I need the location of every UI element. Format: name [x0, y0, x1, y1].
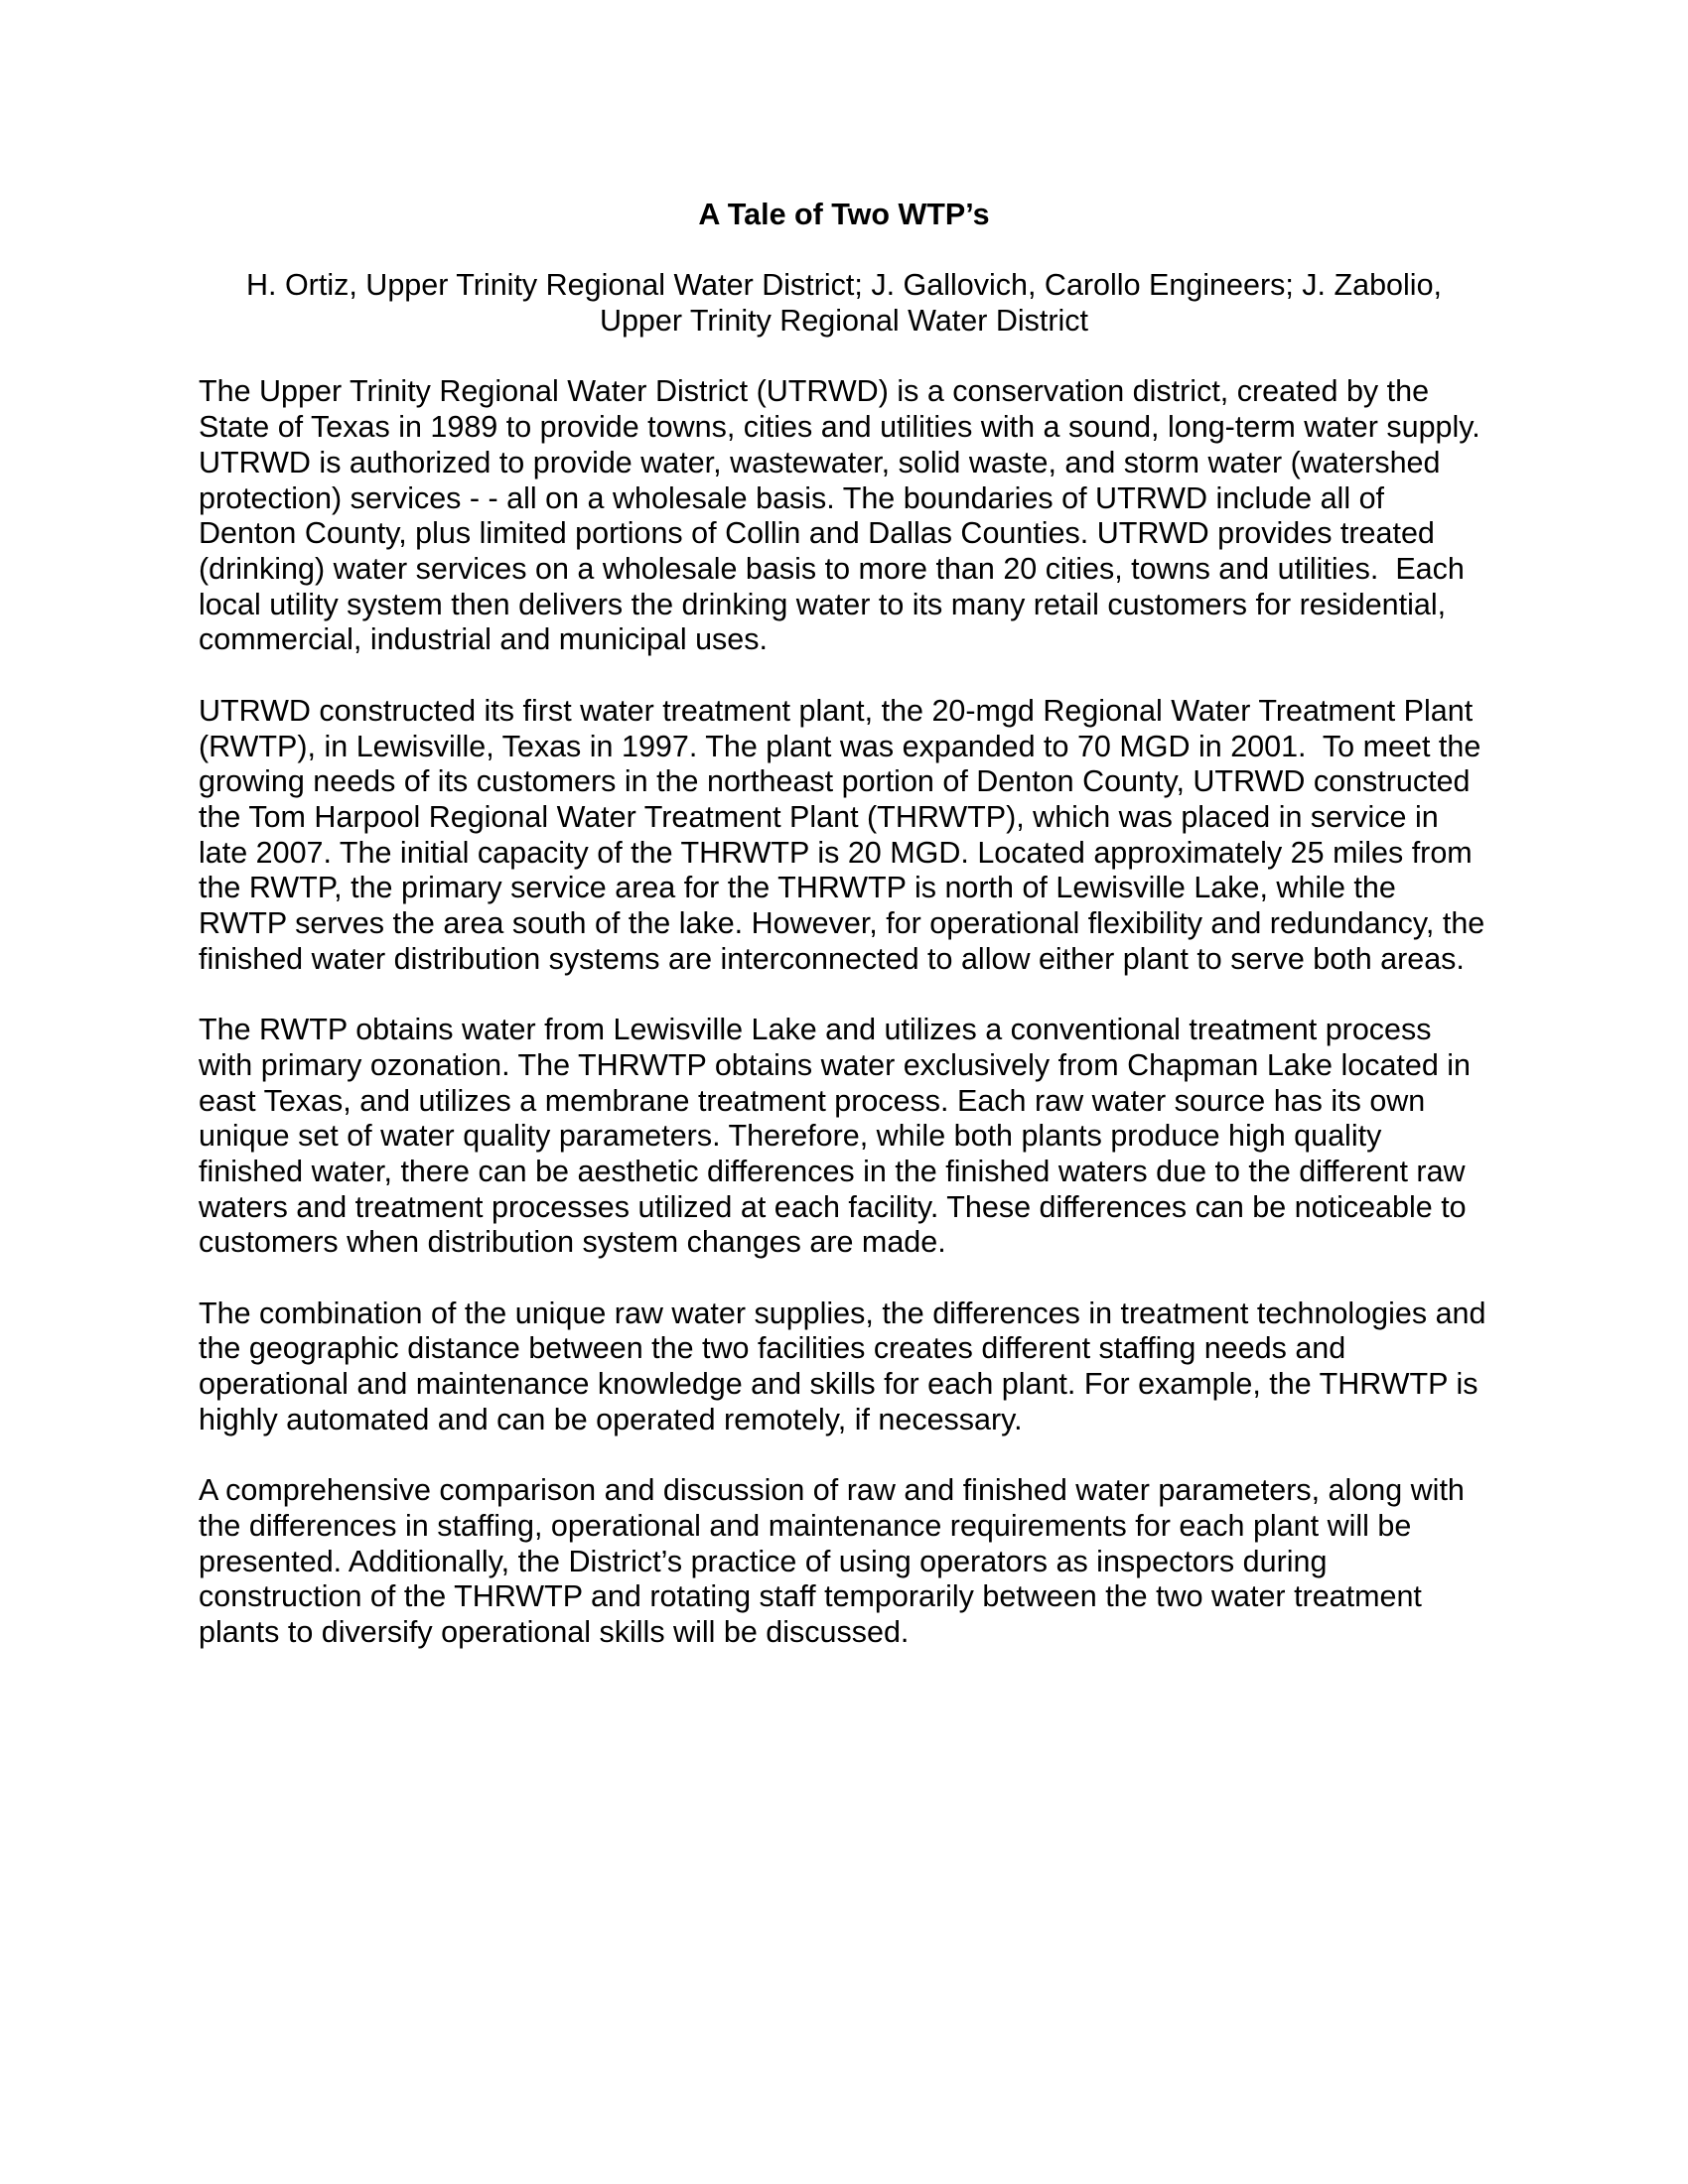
paragraph: The Upper Trinity Regional Water District (UTRWD) is a conservation district, created by the State of Texas in 1989 to provide towns, cities and utilities with a sound, long-term water supply. UTRWD is authorized to provide water, wastewater, solid waste, and storm water (watershed protection) services - - all on a wholesale basis. The boundaries of UTRWD include all of Denton County, plus limited portions of Collin and Dallas Counties. UTRWD provides treated (drinking) water services on a wholesale basis to more than 20 cities, towns and utilities. Each local utility system then delivers the drinking water to its many retail customers for residential, commercial, industrial and municipal uses. [199, 374, 1489, 657]
paragraph: UTRWD constructed its first water treatment plant, the 20-mgd Regional Water Treatment Plant (RWTP), in Lewisville, Texas in 1997. The plant was expanded to 70 MGD in 2001. To meet the growing needs of its customers in the northeast portion of Denton County, UTRWD constructed the Tom Harpool Regional Water Treatment Plant (THRWTP), which was placed in service in late 2007. The initial capacity of the THRWTP is 20 MGD. Located approximately 25 miles from the RWTP, the primary service area for the THRWTP is north of Lewisville Lake, while the RWTP serves the area south of the lake. However, for operational flexibility and redundancy, the finished water distribution systems are interconnected to allow either plant to serve both areas. [199, 693, 1493, 976]
page-title: A Tale of Two WTP’s [698, 198, 990, 231]
paragraph: The combination of the unique raw water supplies, the differences in treatment technologies and the geographic distance between the two facilities creates different staffing needs and operational and maintenance knowledge and skills for each plant. For example, the THRWTP is highly automated and can be operated remotely, if necessary. [199, 1296, 1494, 1436]
paragraph: The RWTP obtains water from Lewisville Lake and utilizes a conventional treatment process with primary ozonation. The THRWTP obtains water exclusively from Chapman Lake located in east Texas, and utilizes a membrane treatment process. Each raw water source has its own unique set of water quality parameters. Therefore, while both plants produce high quality finished water, there can be aesthetic differences in the finished waters due to the different raw waters and treatment processes utilized at each facility. These differences can be noticeable to customers when distribution system changes are made. [199, 1013, 1479, 1260]
paragraph: A comprehensive comparison and discussion of raw and finished water parameters, along with the differences in staffing, operational and maintenance requirements for each plant will be presented. Additionally, the District’s practice of using operators as inspectors during construction of the THRWTP and rotating staff temporarily between the two water treatment plants to diversify operational skills will be discussed. [199, 1473, 1474, 1650]
authors-line: H. Ortiz, Upper Trinity Regional Water District; J. Gallovich, Carollo Engineers; J. Zabolio, [245, 268, 1443, 303]
authors-block [199, 268, 1489, 339]
authors-line: Upper Trinity Regional Water District [599, 304, 1089, 339]
